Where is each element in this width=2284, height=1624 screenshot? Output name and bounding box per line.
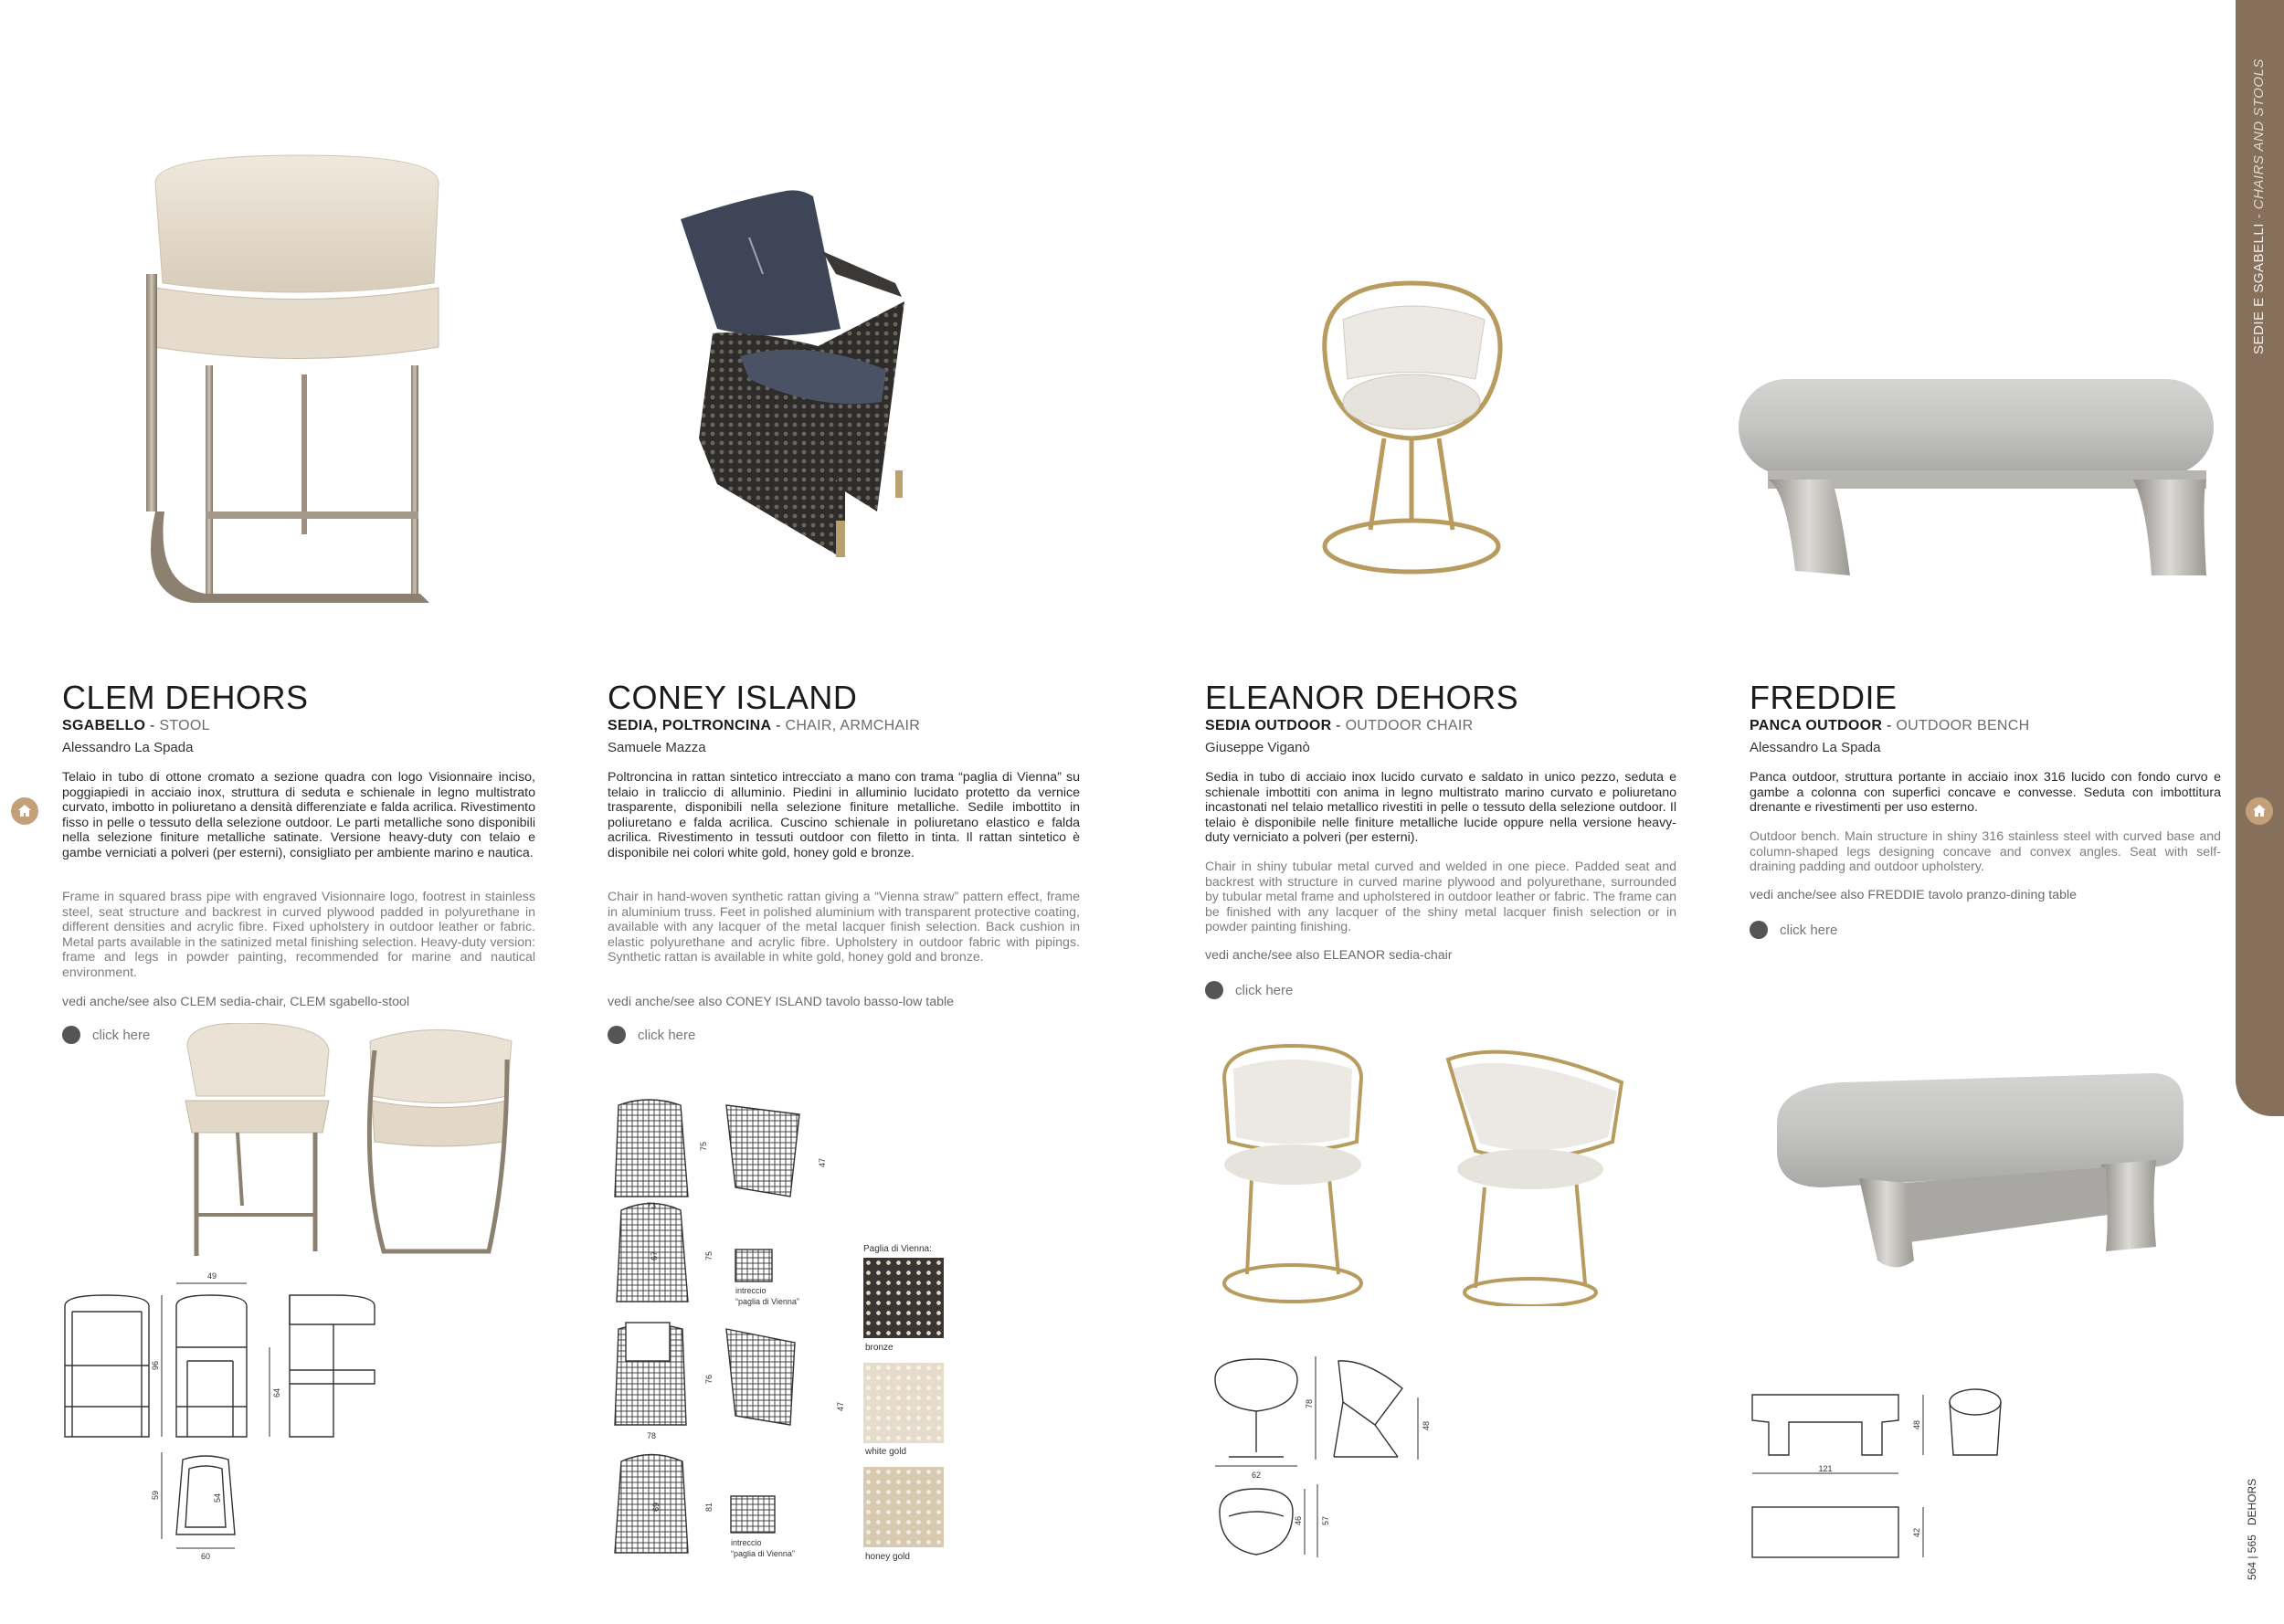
dim-depth-top: 67: [650, 1250, 659, 1260]
dim-depth-armchair: 69: [651, 1502, 661, 1512]
product-designer-eleanor: Giuseppe Viganò: [1205, 740, 1310, 755]
see-also-coney-island[interactable]: vedi anche/see also CONEY ISLAND tavolo basso-low table: [608, 995, 955, 1009]
product-title-freddie: FREDDIE: [1750, 679, 1898, 716]
product-category-freddie: PANCA OUTDOOR - OUTDOOR BENCH: [1750, 718, 2030, 733]
page-numbers: 564 | 565: [2246, 1534, 2258, 1580]
click-here-label: click here: [638, 1027, 696, 1043]
click-here-label: click here: [1780, 922, 1838, 938]
dim-seat-height: 48: [1422, 1420, 1431, 1430]
product-description-en-clem: Frame in squared brass pipe with engraved Visionnaire logo, footrest in stainless steel, seat structure and backrest in curved plywood padded in polyurethane in different densities and acrylic fibre. Fixed upholstery in outdoor leather or fabric. Metal parts available in the satinized metal finishing selection. Heavy-duty version: frame and legs in powder painting, recommended for marine and nautical environment.: [62, 890, 535, 980]
dim-seat-depth: 54: [213, 1492, 222, 1503]
product-category-eleanor: SEDIA OUTDOOR - OUTDOOR CHAIR: [1205, 718, 1474, 733]
dim-seat-side: 47: [818, 1157, 827, 1167]
category-it: SGABELLO: [62, 718, 146, 733]
click-here-coney-island[interactable]: [608, 1026, 695, 1044]
dim-width-armchair: 78: [646, 1431, 657, 1440]
see-also-clem[interactable]: vedi anche/see also CLEM sedia-chair, CLEM sgabello-stool: [62, 995, 410, 1009]
dim-seat-depth: 46: [1294, 1515, 1303, 1525]
category-en: STOOL: [159, 718, 210, 733]
dim-height-front: 75: [699, 1141, 708, 1151]
dim-depth: 57: [1321, 1515, 1330, 1525]
freddie-bench-photo: [1731, 370, 2234, 589]
category-en: OUTDOOR CHAIR: [1345, 718, 1474, 733]
swatch-honey-gold: [863, 1467, 944, 1547]
footer-label: [2246, 1479, 2258, 1580]
product-description-it-eleanor: Sedia in tubo di acciaio inox lucido curvato e saldato in unico pezzo, seduta e schienale imbottiti con anima in legno multistrato marino curvato e poliuretano incastonati nel telaio metallico rivestiti in pelle o tessuto della selezione outdoor. Il telaio è disponibile nelle finiture metalliche lucide oppure nella versione heavy-duty verniciato a polveri (per esterni).: [1205, 770, 1676, 846]
clem-stool-photo: [137, 146, 457, 630]
home-button-right[interactable]: [2246, 797, 2273, 825]
product-title-clem: CLEM DEHORS: [62, 679, 309, 716]
dim-width-front: 73: [646, 1201, 657, 1210]
swatch-bronze: [863, 1258, 944, 1338]
home-button-left[interactable]: [11, 797, 38, 825]
dim-seat-height: 64: [272, 1387, 281, 1397]
footer-section: DEHORS: [2246, 1478, 2258, 1526]
click-here-freddie[interactable]: [1750, 921, 1837, 939]
dim-depth: 59: [151, 1490, 160, 1500]
clem-technical-drawing: [59, 1270, 397, 1571]
product-description-en-coney-island: Chair in hand-woven synthetic rattan giving a “Vienna straw” pattern effect, frame in aluminium truss. Feet in polished aluminium with transparent protective coating, available with any lacquer of the metal lacquer finish selection. Back cushion in elastic polyurethane and acrylic fibre. Upholstery in outdoor fabric with pipings. Synthetic rattan is available in white gold, honey gold and bronze.: [608, 890, 1080, 965]
weave-note-1: intreccio: [735, 1286, 767, 1295]
swatch-label-honey-gold: honey gold: [865, 1552, 910, 1562]
dim-height: 48: [1912, 1419, 1921, 1429]
weave-note-1b: “paglia di Vienna”: [735, 1297, 799, 1306]
coney-island-technical-drawing: [608, 1096, 854, 1571]
product-category-clem: SGABELLO - STOOL: [62, 718, 210, 733]
side-tab-label-it: SEDIE E SGABELLI: [2251, 223, 2267, 354]
bullet-icon: [608, 1026, 626, 1044]
product-category-coney-island: SEDIA, POLTRONCINA - CHAIR, ARMCHAIR: [608, 718, 921, 733]
product-title-coney-island: CONEY ISLAND: [608, 679, 858, 716]
dim-height-top: 75: [704, 1250, 714, 1260]
click-here-eleanor[interactable]: [1205, 981, 1293, 999]
weave-note-2b: “paglia di Vienna”: [731, 1549, 795, 1558]
clem-detail-photos: [178, 1023, 516, 1260]
swatch-white-gold: [863, 1363, 944, 1443]
swatch-label-bronze: bronze: [865, 1343, 894, 1353]
product-description-it-freddie: Panca outdoor, struttura portante in acciaio inox 316 lucido con fondo curvo e gambe a colonna con superfici concave e convesse. Seduta con imbottitura drenante e rivestimenti per uso esterno.: [1750, 770, 2221, 816]
click-here-label: click here: [1235, 982, 1294, 998]
product-description-it-coney-island: Poltroncina in rattan sintetico intrecciato a mano con trama “paglia di Vienna” su telaio in traliccio di alluminio. Piedini in alluminio lucidato protetto da vernice trasparente, disponibili nella selezione finiture metalliche. Sedile imbottito in poliuretano e falda acrilica. Cuscino schienale in poliuretano elastico e falda acrilica. Rivestimento in tessuti outdoor con filetto in tinta. Il rattan sintetico è disponibile nei colori white gold, honey gold e bronze.: [608, 770, 1080, 860]
freddie-technical-drawing: [1745, 1384, 2010, 1566]
product-designer-clem: Alessandro La Spada: [62, 740, 194, 755]
dim-height: 78: [1305, 1398, 1314, 1408]
bullet-icon: [1750, 921, 1768, 939]
category-it: SEDIA OUTDOOR: [1205, 718, 1332, 733]
bullet-icon: [62, 1026, 80, 1044]
dim-height-armchair: 76: [704, 1374, 714, 1384]
product-designer-freddie: Alessandro La Spada: [1750, 740, 1881, 755]
dim-width: 49: [206, 1271, 217, 1281]
product-description-en-eleanor: Chair in shiny tubular metal curved and welded in one piece. Padded seat and backrest with structure in curved marine plywood and polyurethane, surrounded by tubular metal frame and upholstered in outdoor leather or fabric. The frame can be finished with any lacquer of the shiny metal lacquer finish selection or in powder painting finishing.: [1205, 859, 1676, 935]
category-en: OUTDOOR BENCH: [1896, 718, 2030, 733]
weave-note-2: intreccio: [731, 1538, 762, 1547]
dim-height: 96: [151, 1360, 160, 1370]
product-title-eleanor: ELEANOR DEHORS: [1205, 679, 1519, 716]
coney-island-photo: [662, 174, 973, 585]
home-icon: [16, 803, 33, 819]
dim-height-armchair-top: 81: [704, 1502, 714, 1512]
eleanor-detail-photos: [1211, 1041, 1640, 1306]
dim-depth: 42: [1912, 1527, 1921, 1537]
category-en: CHAIR, ARMCHAIR: [785, 718, 921, 733]
home-icon: [2251, 803, 2268, 819]
dim-width-top: 60: [200, 1552, 211, 1561]
eleanor-technical-drawing: [1206, 1352, 1443, 1571]
side-tab-label: [2251, 58, 2267, 354]
side-tab-label-en: - CHAIRS AND STOOLS: [2251, 58, 2267, 224]
see-also-eleanor[interactable]: vedi anche/see also ELEANOR sedia-chair: [1205, 948, 1453, 963]
swatch-label-white-gold: white gold: [865, 1447, 907, 1457]
dim-seat-armchair: 47: [836, 1401, 845, 1411]
click-here-clem[interactable]: [62, 1026, 150, 1044]
product-designer-coney-island: Samuele Mazza: [608, 740, 706, 755]
dim-width: 121: [1818, 1464, 1833, 1473]
dim-width: 62: [1251, 1471, 1262, 1480]
freddie-detail-photo: [1768, 1069, 2188, 1297]
category-it: PANCA OUTDOOR: [1750, 718, 1883, 733]
product-description-en-freddie: Outdoor bench. Main structure in shiny 316 stainless steel with curved base and column-shaped legs designing concave and convex angles. Seat with self-draining padding and outdoor upholstery.: [1750, 829, 2221, 875]
click-here-label: click here: [92, 1027, 151, 1043]
swatch-header: Paglia di Vienna:: [863, 1244, 932, 1254]
product-description-it-clem: Telaio in tubo di ottone cromato a sezione quadra con logo Visionnaire inciso, poggiapiedi in acciaio inox, struttura di seduta e schienale in legno multistrato curvato, imbotto in poliuretano a densità differenziate e falda acrilica. Rivestimento fisso in pelle o tessuto della selezione outdoor. Le parti metalliche sono disponibili nella selezione finiture metalliche satinate. Versione heavy-duty con telaio e gambe verniciati a polveri (per esterni), consigliato per ambiente marino e nautica.: [62, 770, 535, 860]
category-it: SEDIA, POLTRONCINA: [608, 718, 772, 733]
see-also-freddie[interactable]: vedi anche/see also FREDDIE tavolo pranzo-dining table: [1750, 888, 2078, 902]
bullet-icon: [1205, 981, 1223, 999]
eleanor-chair-photo: [1306, 274, 1517, 575]
